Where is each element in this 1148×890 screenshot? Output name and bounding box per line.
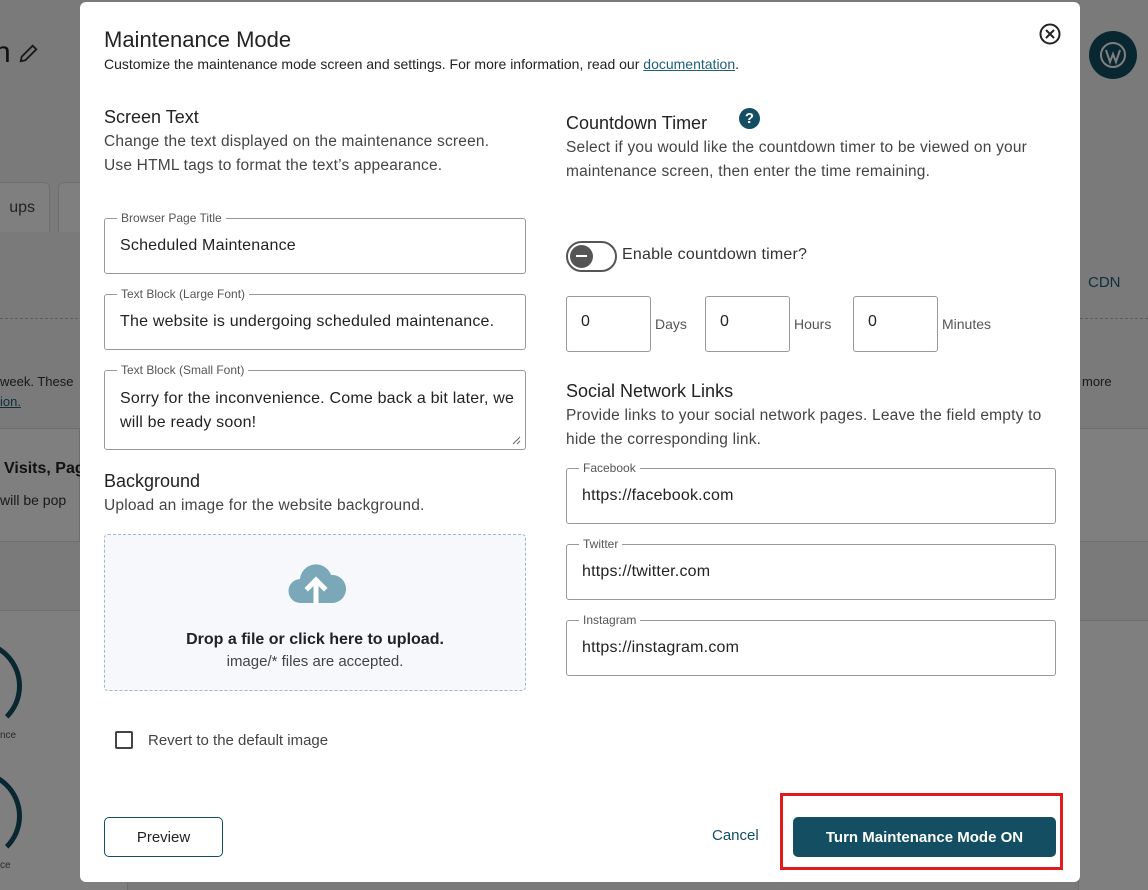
- instagram-field: [566, 613, 1056, 676]
- days-input[interactable]: [581, 313, 636, 331]
- dialog-subtitle-text: Customize the maintenance mode screen and settings. For more information, read our: [104, 56, 644, 72]
- twitter-input[interactable]: [582, 561, 1040, 583]
- hours-input[interactable]: [720, 313, 775, 331]
- dialog-subtitle: [104, 56, 739, 72]
- social-links-heading: Social Network Links: [566, 381, 734, 401]
- dialog-title: Maintenance Mode: [104, 27, 292, 52]
- facebook-label: Facebook: [579, 461, 640, 475]
- documentation-link[interactable]: documentation: [643, 56, 736, 72]
- hours-field: [705, 296, 790, 352]
- background-heading: Background: [104, 471, 201, 491]
- large-font-text-field: [104, 287, 526, 350]
- countdown-toggle[interactable]: [566, 241, 617, 272]
- countdown-toggle-label[interactable]: Enable countdown timer?: [622, 246, 808, 263]
- small-font-text-field: [104, 363, 526, 450]
- minutes-field: [853, 296, 938, 352]
- turn-maintenance-on-button[interactable]: Turn Maintenance Mode ON: [793, 817, 1056, 857]
- instagram-input[interactable]: [582, 637, 1040, 659]
- hours-label: Hours: [794, 316, 832, 332]
- large-font-text-input[interactable]: [120, 311, 510, 333]
- twitter-label: Twitter: [579, 537, 622, 551]
- resize-grip-icon[interactable]: [511, 435, 521, 445]
- dialog-subtitle-end: .: [735, 56, 740, 72]
- toggle-knob: [570, 245, 593, 268]
- large-font-text-label: Text Block (Large Font): [117, 287, 249, 301]
- facebook-input[interactable]: [582, 485, 1040, 507]
- revert-default-image-label[interactable]: Revert to the default image: [148, 732, 329, 749]
- days-label: Days: [655, 316, 687, 332]
- highlight-box: [780, 793, 1063, 870]
- twitter-field: [566, 537, 1056, 600]
- cloud-upload-icon: [286, 559, 346, 607]
- instagram-label: Instagram: [579, 613, 640, 627]
- minutes-input[interactable]: [868, 313, 923, 331]
- countdown-description: Select if you would like the countdown timer to be viewed on your maintenance screen, then enter the time remaining.: [566, 139, 1028, 180]
- facebook-field: [566, 461, 1056, 524]
- browser-page-title-input[interactable]: [120, 235, 510, 257]
- small-font-text-input[interactable]: [120, 387, 516, 443]
- background-description: Upload an image for the website background.: [104, 497, 425, 514]
- dropzone-sub-text: image/* files are accepted.: [226, 653, 404, 670]
- browser-page-title-label: Browser Page Title: [117, 211, 226, 225]
- screen-text-description: Change the text displayed on the maintenance screen. Use HTML tags to format the text’s appearance.: [104, 133, 490, 174]
- screen-text-heading: Screen Text: [104, 107, 199, 127]
- days-field: [566, 296, 651, 352]
- close-icon[interactable]: [1038, 22, 1062, 46]
- image-dropzone[interactable]: [104, 534, 526, 691]
- dropzone-main-text: Drop a file or click here to upload.: [186, 631, 444, 648]
- browser-page-title-field: [104, 211, 526, 274]
- preview-button[interactable]: Preview: [104, 817, 223, 857]
- revert-default-image-checkbox[interactable]: [115, 731, 133, 749]
- cancel-button[interactable]: Cancel: [712, 827, 759, 844]
- social-links-description: Provide links to your social network pages. Leave the field empty to hide the corresponding link.: [566, 407, 1042, 448]
- maintenance-mode-dialog: [80, 2, 1080, 882]
- minutes-label: Minutes: [942, 316, 992, 332]
- small-font-text-label: Text Block (Small Font): [117, 363, 248, 377]
- countdown-heading: Countdown Timer: [566, 113, 708, 133]
- help-icon[interactable]: ?: [739, 108, 760, 129]
